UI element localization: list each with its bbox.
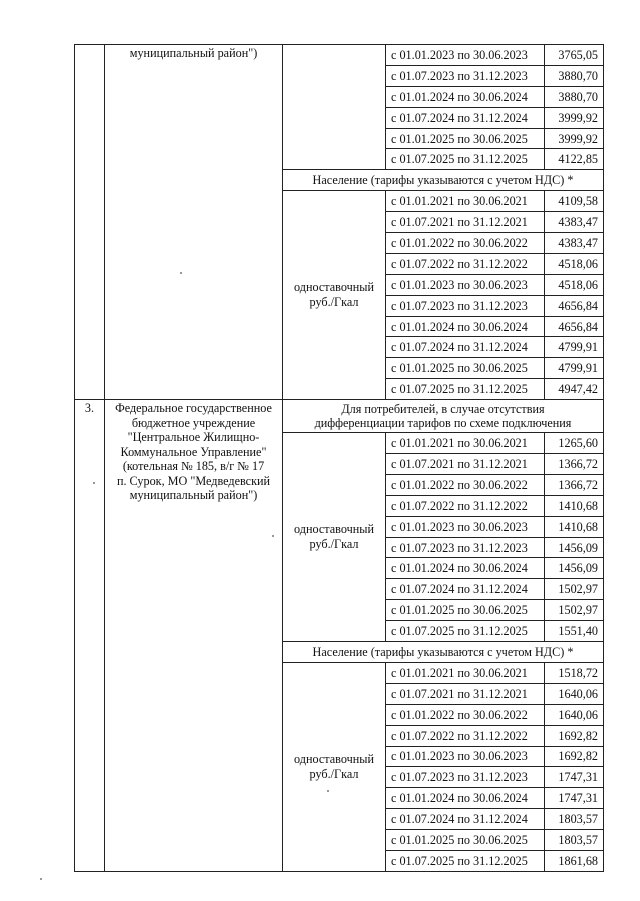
scan-speck (40, 878, 42, 880)
tariff-value-cell: 3999,92 (545, 128, 604, 149)
tariff-value-cell: 1803,57 (545, 830, 604, 851)
period-cell: с 01.01.2024 по 30.06.2024 (386, 558, 545, 579)
period-cell: с 01.07.2024 по 31.12.2024 (386, 579, 545, 600)
tariff-value-cell: 3999,92 (545, 107, 604, 128)
period-cell: с 01.07.2023 по 31.12.2023 (386, 767, 545, 788)
consumers-header-line: дифференциации тарифов по схеме подключения (314, 416, 572, 431)
tariff-value-cell: 3765,05 (545, 45, 604, 66)
period-cell: с 01.07.2024 по 31.12.2024 (386, 337, 545, 358)
tariff-type: одноставочный (294, 522, 374, 537)
tariff-value-cell: 4383,47 (545, 212, 604, 233)
table-row (75, 45, 604, 66)
period-cell: с 01.01.2025 по 30.06.2025 (386, 358, 545, 379)
tariff-value-cell: 4383,47 (545, 233, 604, 254)
scan-speck (327, 790, 329, 792)
period-cell: с 01.07.2025 по 31.12.2025 (386, 621, 545, 642)
organization-cell (105, 45, 283, 400)
tariff-value-cell: 4109,58 (545, 191, 604, 212)
tariff-value-cell: 1640,06 (545, 704, 604, 725)
period-cell: с 01.01.2023 по 30.06.2023 (386, 746, 545, 767)
tariff-value-cell: 1803,57 (545, 809, 604, 830)
period-cell: с 01.07.2023 по 31.12.2023 (386, 295, 545, 316)
tariff-value-cell: 4518,06 (545, 274, 604, 295)
row-number-cell: 3. (75, 400, 105, 872)
period-cell: с 01.01.2021 по 30.06.2021 (386, 662, 545, 683)
period-cell: с 01.01.2023 по 30.06.2023 (386, 274, 545, 295)
tariff-value-cell: 4656,84 (545, 316, 604, 337)
period-cell: с 01.01.2022 по 30.06.2022 (386, 704, 545, 725)
period-cell: с 01.07.2025 по 31.12.2025 (386, 379, 545, 400)
tariff-value-cell: 1410,68 (545, 495, 604, 516)
tariff-value-cell: 4656,84 (545, 295, 604, 316)
tariff-value-cell: 1456,09 (545, 558, 604, 579)
period-cell: с 01.01.2024 по 30.06.2024 (386, 788, 545, 809)
period-cell: с 01.01.2025 по 30.06.2025 (386, 128, 545, 149)
tariff-value-cell: 1551,40 (545, 621, 604, 642)
consumers-header (283, 400, 604, 433)
tariff-value-cell: 1265,60 (545, 433, 604, 454)
period-cell: с 01.07.2022 по 31.12.2022 (386, 495, 545, 516)
row-number-cell (75, 45, 105, 400)
period-cell: с 01.01.2023 по 30.06.2023 (386, 516, 545, 537)
tariff-value-cell: 3880,70 (545, 65, 604, 86)
period-cell: с 01.07.2021 по 31.12.2021 (386, 454, 545, 475)
organization-name-line: муниципальный район") (129, 488, 258, 503)
organization-cell (105, 400, 283, 872)
tariff-value-cell: 1502,97 (545, 579, 604, 600)
section-header-row (75, 400, 604, 433)
scan-speck (272, 535, 274, 537)
tariff-unit: руб./Гкал (309, 766, 359, 781)
tariff-table-body (75, 45, 604, 872)
tariff-type-cell (283, 45, 386, 170)
period-cell: с 01.01.2024 по 30.06.2024 (386, 86, 545, 107)
period-cell: с 01.01.2025 по 30.06.2025 (386, 830, 545, 851)
tariff-type-cell (283, 191, 386, 400)
organization-name-line: "Центральное Жилищно- (127, 430, 260, 445)
tariff-value-cell: 1410,68 (545, 516, 604, 537)
tariff-value-cell: 1747,31 (545, 788, 604, 809)
period-cell: с 01.01.2022 по 30.06.2022 (386, 233, 545, 254)
tariff-value-cell: 3880,70 (545, 86, 604, 107)
tariff-value-cell: 1640,06 (545, 683, 604, 704)
period-cell: с 01.01.2021 по 30.06.2021 (386, 191, 545, 212)
tariff-table (74, 44, 604, 872)
tariff-value-cell: 1747,31 (545, 767, 604, 788)
tariff-value-cell: 1502,97 (545, 600, 604, 621)
period-cell: с 01.01.2024 по 30.06.2024 (386, 316, 545, 337)
tariff-value-cell: 4947,42 (545, 379, 604, 400)
period-cell: с 01.07.2022 по 31.12.2022 (386, 253, 545, 274)
organization-name-line: (котельная № 185, в/г № 17 (122, 459, 265, 474)
period-cell: с 01.07.2021 по 31.12.2021 (386, 212, 545, 233)
tariff-value-cell: 1692,82 (545, 725, 604, 746)
organization-name-line: бюджетное учреждение (131, 415, 256, 430)
tariff-value-cell: 4799,91 (545, 337, 604, 358)
organization-name: муниципальный район") (129, 46, 258, 60)
tariff-value-cell: 1456,09 (545, 537, 604, 558)
scan-speck (93, 482, 95, 484)
period-cell: с 01.07.2023 по 31.12.2023 (386, 537, 545, 558)
period-cell: с 01.07.2023 по 31.12.2023 (386, 65, 545, 86)
organization-name-line: Федеральное государственное (115, 401, 272, 416)
tariff-value-cell: 1861,68 (545, 850, 604, 871)
period-cell: с 01.07.2024 по 31.12.2024 (386, 809, 545, 830)
period-cell: с 01.01.2025 по 30.06.2025 (386, 600, 545, 621)
consumers-header-line: Для потребителей, в случае отсутствия (341, 402, 545, 417)
population-header: Население (тарифы указываются с учетом НДС) * (283, 642, 604, 663)
period-cell: с 01.01.2021 по 30.06.2021 (386, 433, 545, 454)
tariff-value-cell: 4799,91 (545, 358, 604, 379)
tariff-unit: руб./Гкал (309, 295, 359, 310)
tariff-value-cell: 1366,72 (545, 474, 604, 495)
period-cell: с 01.01.2022 по 30.06.2022 (386, 474, 545, 495)
period-cell: с 01.07.2024 по 31.12.2024 (386, 107, 545, 128)
tariff-value-cell: 1518,72 (545, 662, 604, 683)
tariff-value-cell: 4122,85 (545, 149, 604, 170)
population-header: Население (тарифы указываются с учетом НДС) * (283, 170, 604, 191)
period-cell: с 01.07.2025 по 31.12.2025 (386, 149, 545, 170)
tariff-type: одноставочный (294, 751, 374, 766)
tariff-type: одноставочный (294, 280, 374, 295)
tariff-value-cell: 1692,82 (545, 746, 604, 767)
tariff-value-cell: 4518,06 (545, 253, 604, 274)
tariff-type-cell (283, 662, 386, 871)
organization-name-line: Коммунальное Управление" (120, 444, 267, 459)
tariff-type-cell (283, 433, 386, 642)
tariff-unit: руб./Гкал (309, 537, 359, 552)
period-cell: с 01.07.2022 по 31.12.2022 (386, 725, 545, 746)
period-cell: с 01.07.2021 по 31.12.2021 (386, 683, 545, 704)
period-cell: с 01.07.2025 по 31.12.2025 (386, 850, 545, 871)
period-cell: с 01.01.2023 по 30.06.2023 (386, 45, 545, 66)
tariff-value-cell: 1366,72 (545, 454, 604, 475)
scan-speck (180, 272, 182, 274)
organization-name-line: п. Сурок, МО "Медведевский (116, 473, 271, 488)
